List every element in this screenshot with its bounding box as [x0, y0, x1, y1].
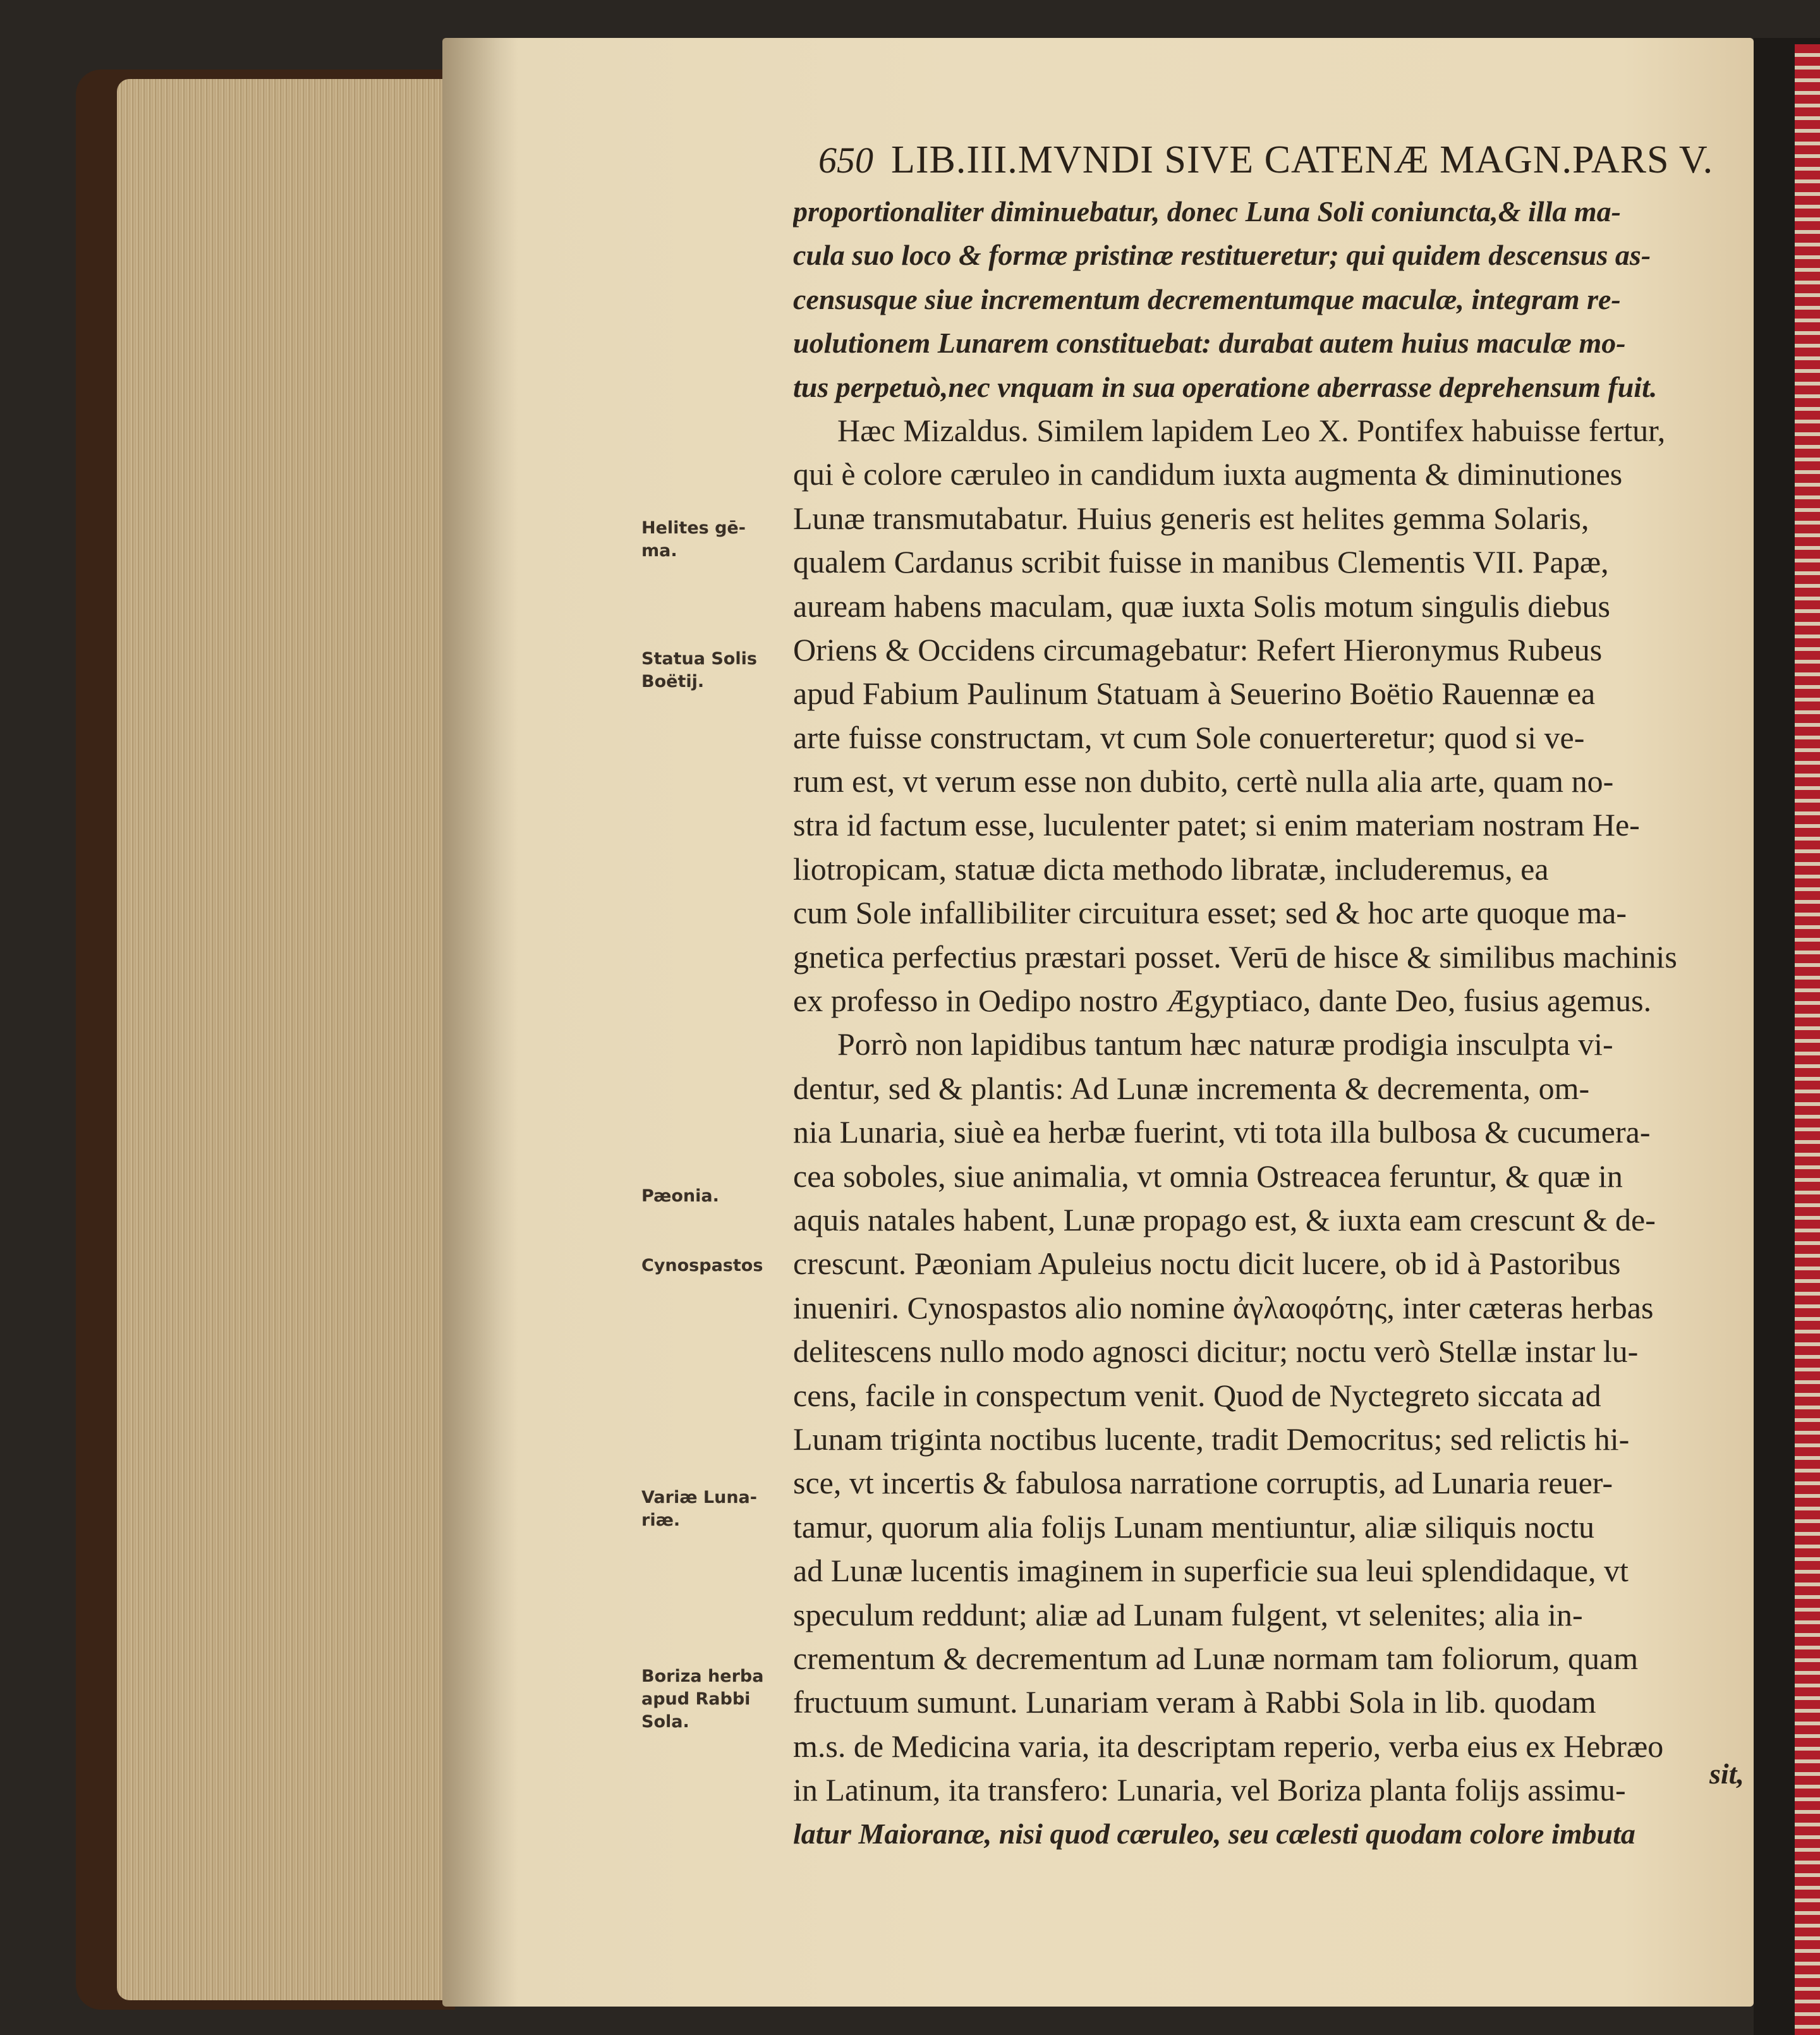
text-line: gnetica perfectius præstari posset. Verū de hisce & similibus machinis [793, 939, 1677, 975]
text-line: Oriens & Occidens circumagebatur: Refert Hieronymus Rubeus [793, 631, 1603, 667]
text-line: auream habens maculam, quæ iuxta Solis motum singulis diebus [793, 588, 1610, 624]
main-text-block [793, 190, 1754, 1856]
text-line: stra id factum esse, luculenter patet; si enim materiam nostram He- [793, 807, 1640, 843]
margin-note-boriza: Boriza herba apud Rabbi Sola. [641, 1667, 764, 1732]
text-line: speculum reddunt; aliæ ad Lunam fulgent, vt selenites; alia in- [793, 1596, 1583, 1632]
running-header [818, 138, 1747, 188]
text-line: cea soboles, siue animalia, vt omnia Ostreacea feruntur, & quæ in [793, 1158, 1623, 1194]
text-line: apud Fabium Paulinum Statuam à Seuerino Boëtio Rauennæ ea [793, 676, 1596, 712]
text-line: in Latinum, ita transfero: Lunaria, vel Boriza planta folijs assimu- [793, 1772, 1626, 1808]
text-line: ex professo in Oedipo nostro Ægyptiaco, dante Deo, fusius agemus. [793, 983, 1652, 1019]
red-fabric [1795, 44, 1820, 2035]
margin-note-variae-lunariae: Variæ Luna- riæ. [641, 1488, 757, 1530]
text-line: cum Sole infallibiliter circuitura esset; sed & hoc arte quoque ma- [793, 895, 1627, 931]
margin-note-cynospastos: Cynospastos [641, 1256, 763, 1275]
text-line: latur Maioranæ, nisi quod cæruleo, seu cælesti quodam colore imbuta [793, 1818, 1635, 1850]
text-line: Lunæ transmutabatur. Huius generis est helites gemma Solaris, [793, 500, 1589, 536]
text-line: censusque siue incrementum decrementumque maculæ, integram re- [793, 282, 1621, 315]
text-line: aquis natales habent, Lunæ propago est, & iuxta eam crescunt & de- [793, 1201, 1656, 1237]
text-line: sce, vt incertis & fabulosa narratione corruptis, ad Lunaria reuer- [793, 1465, 1613, 1501]
text-line: cens, facile in conspectum venit. Quod de Nyctegreto siccata ad [793, 1377, 1601, 1413]
text-line: tamur, quorum alia folijs Lunam mentiuntur, aliæ siliquis noctu [793, 1509, 1595, 1545]
margin-note-statua: Statua Solis Boëtij. [641, 649, 757, 691]
text-line: uolutionem Lunarem constituebat: durabat autem huius maculæ mo- [793, 327, 1626, 360]
text-line: proportionaliter diminuebatur, donec Luna Soli coniuncta,& illa ma- [793, 195, 1621, 228]
text-line: Lunam triginta noctibus lucente, tradit Democritus; sed relictis hi- [793, 1421, 1630, 1457]
text-line: inueniri. Cynospastos alio nomine ἀγλαοφότης, inter cæteras herbas [793, 1289, 1654, 1325]
text-line: cula suo loco & formæ pristinæ restitueretur; qui quidem descensus as- [793, 239, 1651, 272]
text-line: delitescens nullo modo agnosci dicitur; noctu verò Stellæ instar lu- [793, 1333, 1639, 1370]
catchword: sit, [1709, 1758, 1744, 1790]
margin-note-helites: Helites gē- ma. [641, 518, 746, 561]
text-line: ad Lunæ lucentis imaginem in superficie sua leui splendidaque, vt [793, 1553, 1629, 1589]
text-line: liotropicam, statuæ dicta methodo libratæ, includeremus, ea [793, 851, 1549, 887]
text-line: m.s. de Medicina varia, ita descriptam reperio, verba eius ex Hebræo [793, 1728, 1664, 1764]
text-line: fructuum sumunt. Lunariam veram à Rabbi Sola in lib. quodam [793, 1684, 1596, 1720]
running-title: LIB.III.MVNDI SIVE CATENÆ MAGN.PARS V. [891, 138, 1714, 181]
text-line: qui è colore cæruleo in candidum iuxta augmenta & diminutiones [793, 456, 1623, 492]
text-line: crescunt. Pæoniam Apuleius noctu dicit lucere, ob id à Pastoribus [793, 1246, 1621, 1282]
text-line: arte fuisse constructam, vt cum Sole conuerteretur; quod si ve- [793, 719, 1585, 755]
text-line: Hæc Mizaldus. Similem lapidem Leo X. Pontifex habuisse fertur, [837, 412, 1666, 448]
margin-note-paeonia: Pæonia. [641, 1186, 719, 1206]
text-line: Porrò non lapidibus tantum hæc naturæ prodigia insculpta vi- [837, 1026, 1613, 1062]
text-line: dentur, sed & plantis: Ad Lunæ incrementa & decrementa, om- [793, 1070, 1590, 1106]
text-line: crementum & decrementum ad Lunæ normam tam foliorum, quam [793, 1640, 1639, 1676]
text-line: rum est, vt verum esse non dubito, certè nulla alia arte, quam no- [793, 763, 1614, 799]
gutter-shadow [442, 38, 518, 2007]
page-number: 650 [818, 140, 873, 181]
text-line: tus perpetuò,nec vnquam in sua operatione aberrasse deprehensum fuit. [793, 370, 1658, 403]
text-line: qualem Cardanus scribit fuisse in manibus Clementis VII. Papæ, [793, 544, 1609, 580]
page-edges [117, 79, 458, 2000]
text-line: nia Lunaria, siuè ea herbæ fuerint, vti tota illa bulbosa & cucumera- [793, 1114, 1651, 1150]
